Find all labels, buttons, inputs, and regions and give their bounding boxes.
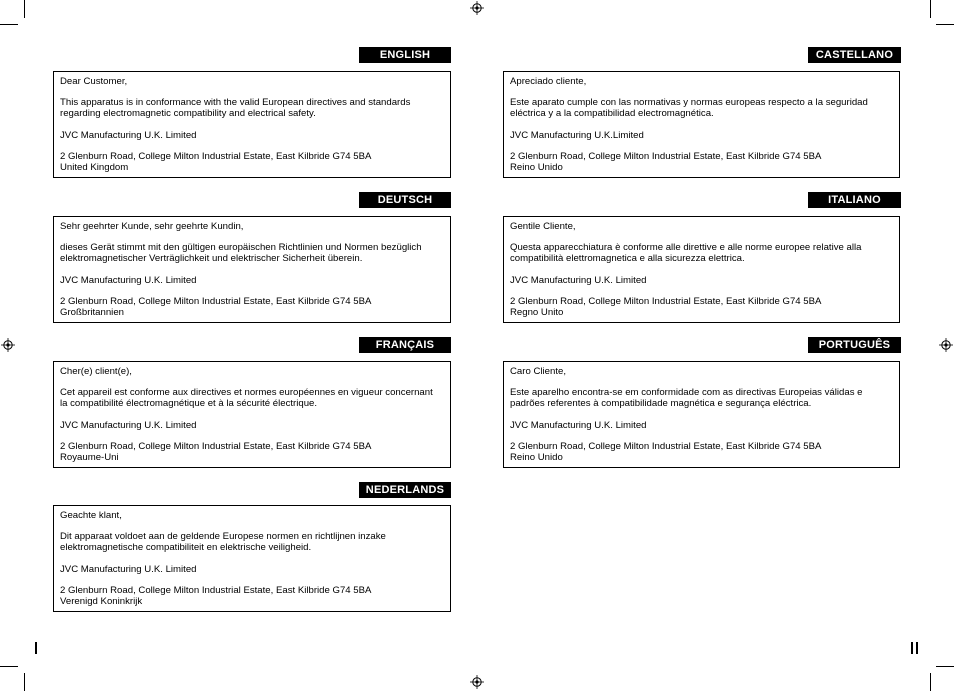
address: 2 Glenburn Road, College Milton Industrial Estate, East Kilbride G74 5BA Regno Unito: [510, 296, 822, 319]
crop-mark-bottom-left-h: [0, 666, 18, 667]
registration-mark-icon: [470, 675, 484, 689]
greeting: Caro Cliente,: [510, 366, 566, 377]
notice-box-english: [53, 71, 451, 178]
greeting: Dear Customer,: [60, 76, 128, 87]
crop-mark-bottom-right-h: [936, 666, 954, 667]
greeting: Sehr geehrter Kunde, sehr geehrte Kundin,: [60, 221, 244, 232]
address: 2 Glenburn Road, College Milton Industrial Estate, East Kilbride G74 5BA Verenigd Koninkrijk: [60, 585, 372, 608]
notice-box-portugues: [503, 361, 900, 468]
language-label-italiano: ITALIANO: [808, 192, 901, 208]
registration-mark-icon: [1, 338, 15, 352]
notice-box-francais: [53, 361, 451, 468]
language-label-castellano: CASTELLANO: [808, 47, 901, 63]
greeting: Gentile Cliente,: [510, 221, 576, 232]
address: 2 Glenburn Road, College Milton Industrial Estate, East Kilbride G74 5BA United Kingdom: [60, 151, 372, 174]
company-name: JVC Manufacturing U.K. Limited: [60, 274, 197, 286]
notice-box-deutsch: [53, 216, 451, 323]
notice-box-italiano: [503, 216, 900, 323]
registration-mark-icon: [470, 1, 484, 15]
address: 2 Glenburn Road, College Milton Industrial Estate, East Kilbride G74 5BA Reino Unido: [510, 441, 822, 464]
body-text: dieses Gerät stimmt mit den gültigen europäischen Richtlinien und Normen bezüglich elektromagnetischer Verträglichkeit und elektrischer Sicherheit überein.: [60, 242, 422, 265]
company-name: JVC Manufacturing U.K. Limited: [60, 129, 197, 141]
address: 2 Glenburn Road, College Milton Industrial Estate, East Kilbride G74 5BA Royaume-Uni: [60, 441, 372, 464]
language-label-francais: FRANÇAIS: [359, 337, 451, 353]
greeting: Apreciado cliente,: [510, 76, 587, 87]
crop-mark-top-right-v: [930, 0, 931, 18]
address: 2 Glenburn Road, College Milton Industrial Estate, East Kilbride G74 5BA Großbritannien: [60, 296, 372, 319]
notice-box-nederlands: [53, 505, 451, 612]
body-text: Este aparato cumple con las normativas y normas europeas respecto a la seguridad eléctrica y a la compatibilidad electromagnética.: [510, 97, 868, 120]
language-label-portugues: PORTUGUÊS: [808, 337, 901, 353]
registration-mark-icon: [939, 338, 953, 352]
crop-mark-bottom-left-v: [24, 673, 25, 691]
company-name: JVC Manufacturing U.K. Limited: [60, 419, 197, 431]
company-name: JVC Manufacturing U.K. Limited: [510, 274, 647, 286]
language-label-deutsch: DEUTSCH: [359, 192, 451, 208]
body-text: Questa apparecchiatura è conforme alle direttive e alle norme europee relative alla compatibilità elettromagnetica e alla sicurezza elettrica.: [510, 242, 862, 265]
crop-mark-top-left-v: [24, 0, 25, 18]
notice-box-castellano: [503, 71, 900, 178]
crop-mark-bottom-right-v: [930, 673, 931, 691]
body-text: Este aparelho encontra-se em conformidade com as directivas Europeias válidas e padrões referentes à compatibilidade magnética e segurança eléctrica.: [510, 387, 863, 410]
crop-mark-top-left-h: [0, 24, 18, 25]
crop-mark-top-right-h: [936, 24, 954, 25]
company-name: JVC Manufacturing U.K.Limited: [510, 129, 644, 141]
company-name: JVC Manufacturing U.K. Limited: [60, 563, 197, 575]
greeting: Cher(e) client(e),: [60, 366, 132, 377]
language-label-nederlands: NEDERLANDS: [359, 482, 451, 498]
body-text: Dit apparaat voldoet aan de geldende Europese normen en richtlijnen inzake elektromagnetische compatibiliteit en elektrische veiligheid.: [60, 531, 386, 554]
company-name: JVC Manufacturing U.K. Limited: [510, 419, 647, 431]
greeting: Geachte klant,: [60, 510, 122, 521]
language-label-english: ENGLISH: [359, 47, 451, 63]
address: 2 Glenburn Road, College Milton Industrial Estate, East Kilbride G74 5BA Reino Unido: [510, 151, 822, 174]
body-text: Cet appareil est conforme aux directives et normes européennes en vigueur concernant la compatibilité électromagnétique et à la sécurité électrique.: [60, 387, 433, 410]
body-text: This apparatus is in conformance with the valid European directives and standards regarding electromagnetic compatibility and electrical safety.: [60, 97, 411, 120]
